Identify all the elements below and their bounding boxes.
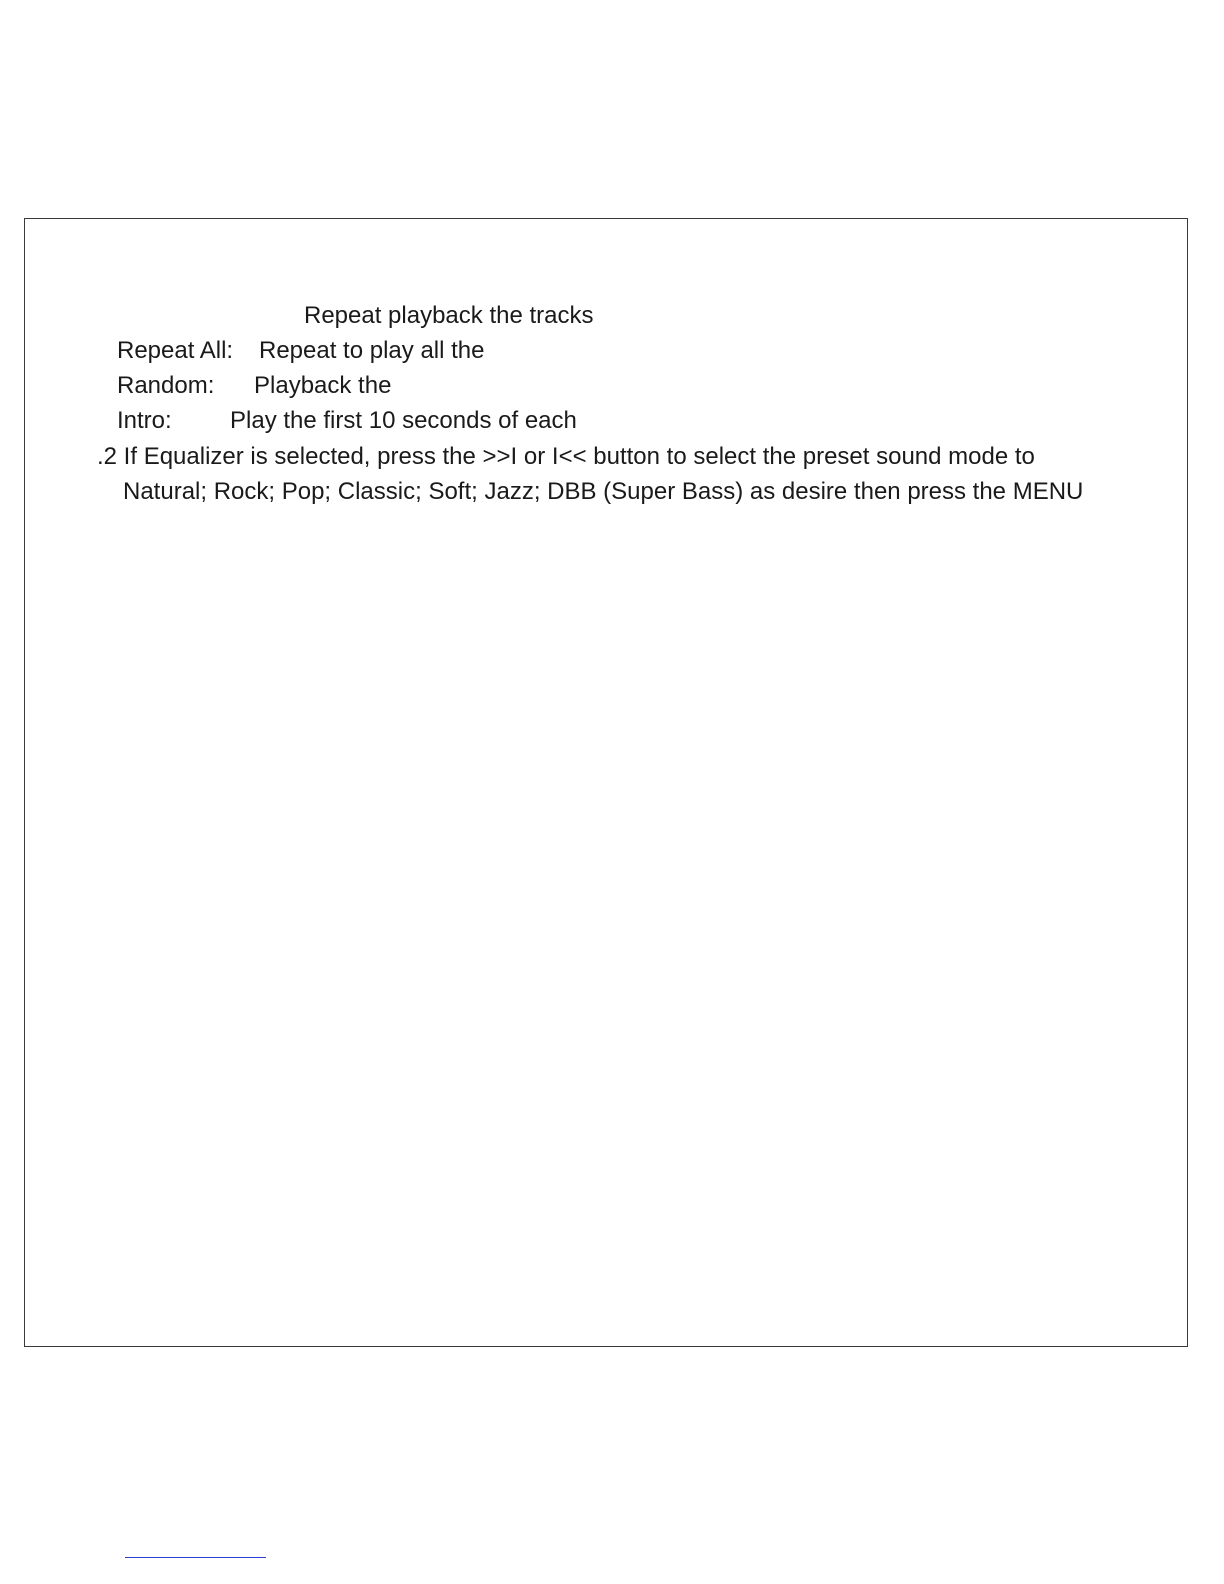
bottom-rule — [125, 1557, 266, 1558]
repeat-all-text: Repeat to play all the — [259, 337, 485, 364]
equalizer-instruction-line-2: Natural; Rock; Pop; Classic; Soft; Jazz; DBB (Super Bass) as desire then press the MENU — [123, 478, 1084, 505]
intro-text: Play the first 10 seconds of each — [230, 407, 577, 434]
equalizer-instruction-line-1: .2 If Equalizer is selected, press the >>I or I<< button to select the preset sound mode to — [97, 443, 1035, 470]
repeat-description: Repeat playback the tracks — [304, 302, 594, 329]
repeat-all-label: Repeat All: — [117, 337, 234, 364]
intro-label: Intro: — [117, 407, 172, 434]
random-label: Random: — [117, 372, 215, 399]
random-text: Playback the — [254, 372, 392, 399]
